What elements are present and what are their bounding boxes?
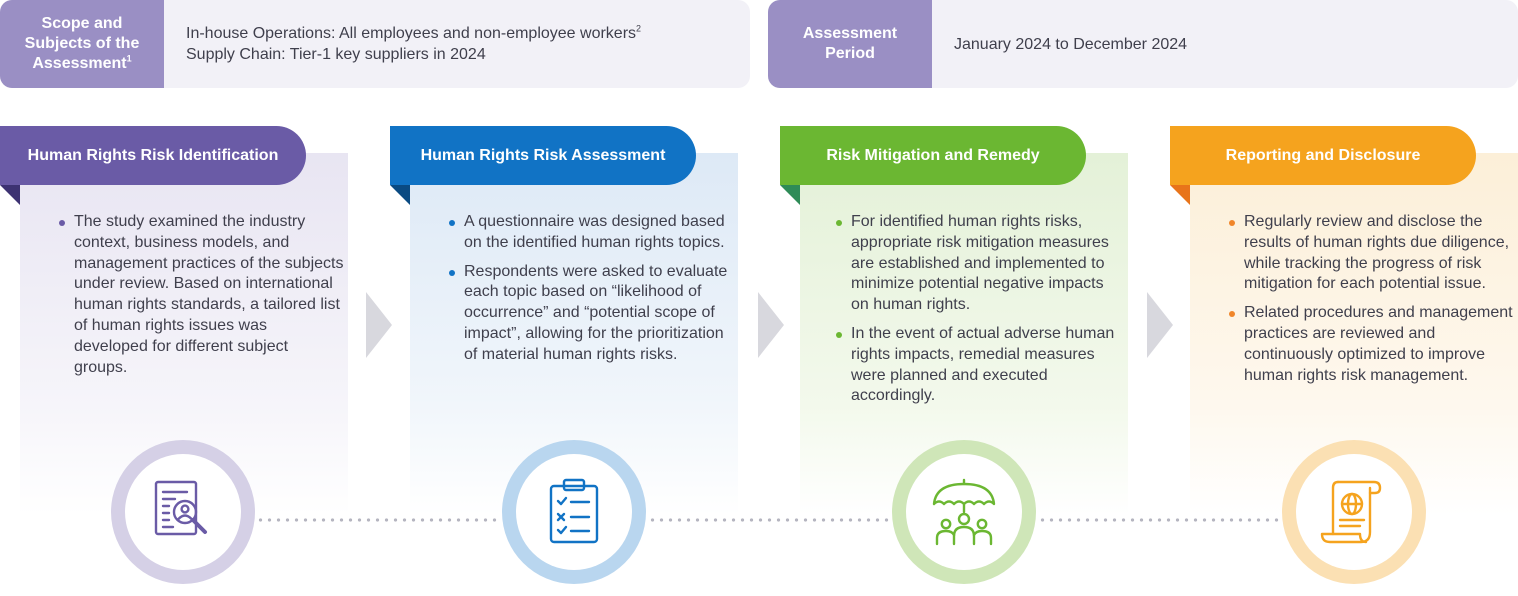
step-1-header: Human Rights Risk Identification <box>0 126 306 185</box>
step-3-icon-circle <box>906 454 1022 570</box>
bullet-dot <box>1229 220 1235 226</box>
globe-scroll-icon <box>1314 472 1394 552</box>
scope-line-2: Supply Chain: Tier-1 key suppliers in 2024 <box>186 46 486 63</box>
clipboard-checklist-icon <box>534 472 614 552</box>
scope-line-1-footnote: 2 <box>636 23 642 34</box>
step-3-bullets <box>835 212 1121 415</box>
step-2-bullet-2-text: Respondents were asked to evaluate each topic based on “likelihood of occurrence” and “potential scope of impact”, allowing for the prioritization of material human rights risks. <box>464 262 728 363</box>
step-4-bullet-2-text: Related procedures and management practices are reviewed and continuously optimized to improve human rights risk management. <box>1244 304 1513 384</box>
step-1-bullets <box>58 212 344 386</box>
step-1-bullet-1 <box>58 212 344 378</box>
document-search-icon <box>143 472 223 552</box>
bullet-dot <box>836 220 842 226</box>
step-4-fold <box>1170 185 1190 205</box>
step-2-bullet-1-text: A questionnaire was designed based on the identified human rights topics. <box>464 213 725 251</box>
step-3-icon-ring <box>892 440 1036 584</box>
scope-label-line-2: Subjects of the <box>24 35 140 52</box>
step-1-icon-ring <box>111 440 255 584</box>
step-2-bullet-1 <box>448 212 734 254</box>
step-3-bullet-1-text: For identified human rights risks, appropriate risk mitigation measures are established and implemented to minimize potential negative impacts on human rights. <box>851 213 1109 314</box>
step-4-icon-circle <box>1296 454 1412 570</box>
scope-content <box>164 0 641 88</box>
bullet-dot <box>1229 311 1235 317</box>
scope-label <box>0 0 164 88</box>
step-3-header: Risk Mitigation and Remedy <box>780 126 1086 185</box>
step-1-fold <box>0 185 20 205</box>
step-4-icon-ring <box>1282 440 1426 584</box>
bullet-dot <box>449 220 455 226</box>
step-2-bullet-2 <box>448 262 734 366</box>
step-4-bullet-1-text: Regularly review and disclose the results of human rights due diligence, while tracking the progress of risk mitigation for each potential issue. <box>1244 213 1510 293</box>
period-label <box>768 0 932 88</box>
step-1-icon-circle <box>125 454 241 570</box>
period-value: January 2024 to December 2024 <box>954 35 1188 53</box>
step-2-fold <box>390 185 410 205</box>
dotted-connector <box>648 518 890 522</box>
step-2-header: Human Rights Risk Assessment <box>390 126 696 185</box>
step-4-bullet-1 <box>1228 212 1514 295</box>
dotted-connector <box>1038 518 1280 522</box>
step-4-bullet-2 <box>1228 303 1514 386</box>
period-content <box>932 0 1187 88</box>
scope-footnote-marker: 1 <box>126 53 132 64</box>
bullet-dot <box>836 332 842 338</box>
step-3-bullet-2-text: In the event of actual adverse human rights impacts, remedial measures were planned and executed accordingly. <box>851 324 1115 405</box>
period-label-line-2: Period <box>825 45 875 62</box>
chevron-right-icon <box>758 292 784 358</box>
umbrella-people-icon <box>924 472 1004 552</box>
step-2-icon-ring <box>502 440 646 584</box>
step-2-icon-circle <box>516 454 632 570</box>
step-3-fold <box>780 185 800 205</box>
scope-label-line-1: Scope and <box>41 15 123 32</box>
step-1-bullet-1-text: The study examined the industry context, business models, and management practices of the subjects under review. Based on international human rights standards, a tailored list of human rights issues was developed for different subject groups. <box>74 213 344 376</box>
period-label-line-1: Assessment <box>802 25 898 42</box>
scope-label-line-3: Assessment <box>32 55 127 72</box>
step-2-bullets <box>448 212 734 374</box>
step-4-header: Reporting and Disclosure <box>1170 126 1476 185</box>
bullet-dot <box>449 270 455 276</box>
step-4-bullets <box>1228 212 1514 394</box>
step-3-bullet-2 <box>835 324 1121 407</box>
step-3-bullet-1 <box>835 212 1121 316</box>
period-bar <box>768 0 1518 88</box>
bullet-dot <box>59 220 65 226</box>
scope-line-1 <box>186 23 641 44</box>
dotted-connector <box>256 518 500 522</box>
chevron-right-icon <box>366 292 392 358</box>
chevron-right-icon <box>1147 292 1173 358</box>
scope-line-1-text: In-house Operations: All employees and non-employee workers <box>186 25 637 42</box>
scope-bar <box>0 0 750 88</box>
